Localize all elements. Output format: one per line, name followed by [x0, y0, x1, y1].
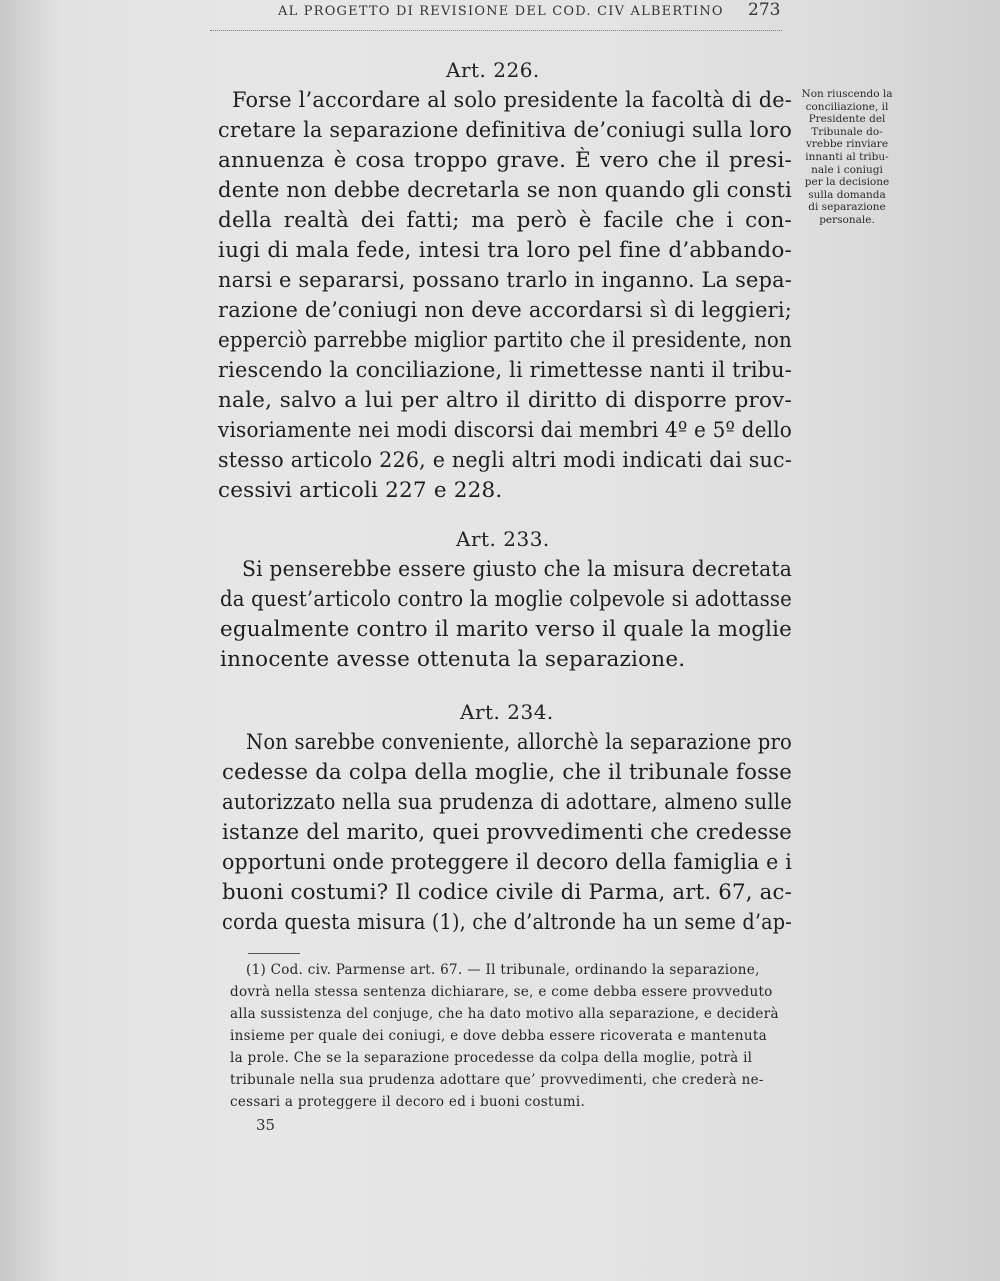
marginal-note-line: innanti al tribu-: [805, 150, 889, 163]
body-line: epperciò parrebbe miglior partito che il presidente, non: [218, 328, 792, 353]
body-line: della realtà dei fatti; ma però è facile che i con-: [218, 208, 792, 233]
body-line: innocente avesse ottenuta la separazione.: [220, 647, 686, 672]
footnote-line: (1) Cod. civ. Parmense art. 67. — Il tribunale, ordinando la separazione,: [246, 962, 760, 978]
body-line: riescendo la conciliazione, li rimettesse nanti il tribu-: [218, 358, 792, 383]
footnote-line: la prole. Che se la separazione procedesse da colpa della moglie, potrà il: [230, 1050, 753, 1066]
article-heading-226: Art. 226.: [446, 58, 540, 82]
marginal-note-line: Tribunale do-: [811, 125, 883, 138]
footnote-line: dovrà nella stessa sentenza dichiarare, se, e come debba essere provveduto: [230, 984, 773, 1000]
marginal-note-line: conciliazione, il: [805, 100, 889, 113]
page-number: 273: [748, 0, 781, 20]
footnote-line: cessari a proteggere il decoro ed i buoni costumi.: [230, 1094, 586, 1110]
running-title: AL PROGETTO DI REVISIONE DEL COD. CIV ALBERTINO: [278, 4, 724, 19]
body-line: Non sarebbe conveniente, allorchè la separazione pro: [246, 730, 792, 755]
marginal-note-line: vrebbe rinviare: [805, 138, 889, 151]
body-line: visoriamente nei modi discorsi dai membri 4º e 5º dello: [218, 418, 792, 443]
marginal-note-line: Non riuscendo la: [801, 88, 893, 100]
body-line: dente non debbe decretarla se non quando gli consti: [218, 178, 792, 203]
body-line: istanze del marito, quei provvedimenti che credesse: [222, 820, 792, 845]
header-rule: [210, 30, 782, 31]
body-line: cretare la separazione definitiva de’coniugi sulla loro: [218, 118, 792, 143]
body-line: annuenza è cosa troppo grave. È vero che il presi-: [218, 148, 792, 173]
body-line: Forse l’accordare al solo presidente la facoltà di de-: [232, 88, 792, 113]
body-line: nale, salvo a lui per altro il diritto di disporre prov-: [218, 388, 792, 413]
article-heading-234: Art. 234.: [460, 700, 554, 724]
footnote-line: tribunale nella sua prudenza adottare que’ provvedimenti, che crederà ne-: [230, 1072, 764, 1088]
body-line: egualmente contro il marito verso il quale la moglie: [220, 617, 792, 642]
body-line: iugi di mala fede, intesi tra loro pel fine d’abbando-: [218, 238, 792, 263]
body-line: opportuni onde proteggere il decoro della famiglia e i: [222, 850, 792, 875]
marginal-note-line: nale i coniugi: [811, 163, 883, 176]
footnote-line: insieme per quale dei coniugi, e dove debba essere ricoverata e mantenuta: [230, 1028, 767, 1044]
body-line: stesso articolo 226, e negli altri modi indicati dai suc-: [218, 448, 792, 473]
marginal-note-line: personale.: [819, 213, 875, 226]
footnote-line: alla sussistenza del conjuge, che ha dato motivo alla separazione, e deciderà: [230, 1006, 779, 1022]
body-line: razione de’coniugi non deve accordarsi sì di leggieri;: [218, 298, 792, 323]
page-gutter-shadow: [0, 0, 60, 1281]
marginal-note: [795, 88, 899, 227]
body-line: cessivi articoli 227 e 228.: [218, 478, 503, 503]
body-line: Si penserebbe essere giusto che la misura decretata: [242, 557, 792, 582]
marginal-note-line: di separazione: [808, 201, 886, 214]
footnote-rule: [248, 953, 300, 954]
body-line: buoni costumi? Il codice civile di Parma, art. 67, ac-: [222, 880, 792, 905]
signature-mark: 35: [256, 1116, 276, 1134]
body-line: autorizzato nella sua prudenza di adottare, almeno sulle: [222, 790, 792, 815]
body-line: cedesse da colpa della moglie, che il tribunale fosse: [222, 760, 792, 785]
marginal-note-line: per la decisione: [804, 176, 890, 189]
marginal-note-line: sulla domanda: [808, 188, 886, 201]
body-line: corda questa misura (1), che d’altronde ha un seme d’ap-: [222, 910, 792, 935]
body-line: da quest’articolo contro la moglie colpevole si adottasse: [220, 587, 792, 612]
body-line: narsi e separarsi, possano trarlo in inganno. La sepa-: [218, 268, 792, 293]
article-heading-233: Art. 233.: [456, 527, 550, 551]
marginal-note-line: Presidente del: [808, 113, 886, 126]
